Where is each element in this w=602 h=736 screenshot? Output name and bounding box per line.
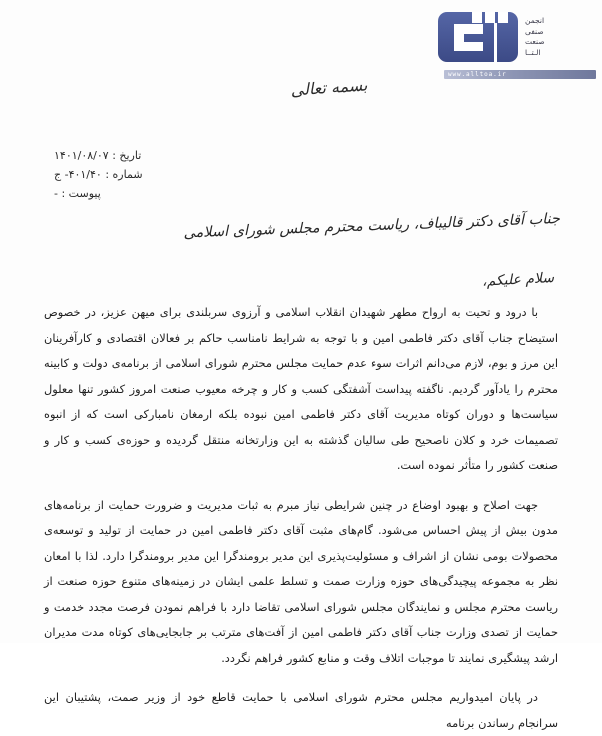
organization-logo-icon (436, 8, 520, 66)
salutation: سلام علیکم، (481, 270, 555, 290)
date-value: ۱۴۰۱/۰۸/۰۷ (54, 149, 109, 162)
number-value: ۴۰۱/۴۰- ج (54, 168, 102, 181)
attachment-value: - (54, 187, 58, 200)
body-paragraph-1: با درود و تحیت به ارواح مطهر شهیدان انقلاب اسلامی و آرزوی سربلندی برای میهن عزیز، در خصوص استیضاح جناب آقای دکتر فاطمی امین و با توجه به شرایط نامناسب حاکم بر فعالان اقتصادی و کارآفرینان این مرز و بوم، لازم می‌دانم اثرات سوء عدم حمایت مجلس محترم شورای اسلامی از برنامه‌ی دولت و کابینه محترم را یادآور گردیم. ناگفته پیداست آشفتگی کسب و کار و چرخه معیوب صنعت امروز کشور تنها معلول سیاست‌ها و دوران کوتاه مدیریت آقای دکتر فاطمی امین نبوده بلکه ارمغان نامبارکی است که از انبوه تصمیمات خرد و کلان ناصحیح طی سالیان گذشته به این وزارتخانه منتقل گردیده و حوزه‌ی کسب و کار و صنعت کشور را متأثر نموده است. (44, 305, 558, 472)
metadata-date-row (54, 146, 244, 165)
metadata-number-row (54, 165, 244, 184)
date-label: تاریخ : (112, 149, 142, 162)
metadata-attachment-row (54, 184, 244, 203)
org-line-2: صنفی (525, 26, 544, 36)
website-url: www.alltoa.ir (448, 71, 507, 78)
letter-metadata (54, 146, 244, 203)
org-line-3: صنعت (525, 37, 545, 46)
org-line-1: انجمن (525, 16, 545, 25)
number-label: شماره : (105, 168, 143, 181)
recipient-line: جناب آقای دکتر قالیباف، ریاست محترم مجلس شورای اسلامی (183, 211, 561, 242)
organization-name (525, 8, 545, 57)
org-line-4: الـتــا (525, 47, 541, 57)
basmala: بسمه تعالی (289, 75, 369, 100)
attachment-label: پیوست : (61, 187, 101, 200)
body-paragraph-3: در پایان امیدواریم مجلس محترم شورای اسلامی با حمایت قاطع خود از وزیر صمت، پشتیبان این سرانجام رساندن برنامه (44, 690, 558, 730)
letter-body (44, 300, 558, 736)
body-paragraph-2: جهت اصلاح و بهبود اوضاع در چنین شرایطی نیاز مبرم به ثبات مدیریت و ضرورت حمایت از برنامه‌های مدون بیش از پیش احساس می‌شود. گام‌های مثبت آقای دکتر فاطمی امین در حمایت از تولید و توسعه‌ی محصولات بومی نشان از اشراف و مسئولیت‌پذیری این مدیر برومندگرا این مدیر برومندگرا دارد. لذا با امعان نظر به مجموعه پیچیدگی‌های حوزه وزارت صمت و تسلط علمی ایشان در زمینه‌های متنوع حوزه صنعت از ریاست محترم مجلس و نمایندگان مجلس شورای اسلامی تقاضا دارد با فراهم نمودن فرصت مجدد خدمت و حمایت از تصدی وزارت جناب آقای دکتر فاطمی امین از آفت‌های مترتب بر جابجایی‌های کوتاه مدت مدیران ارشد پیشگیری نمایند تا موجبات اتلاف وقت و منابع کشور فراهم نگردد. (44, 497, 558, 665)
